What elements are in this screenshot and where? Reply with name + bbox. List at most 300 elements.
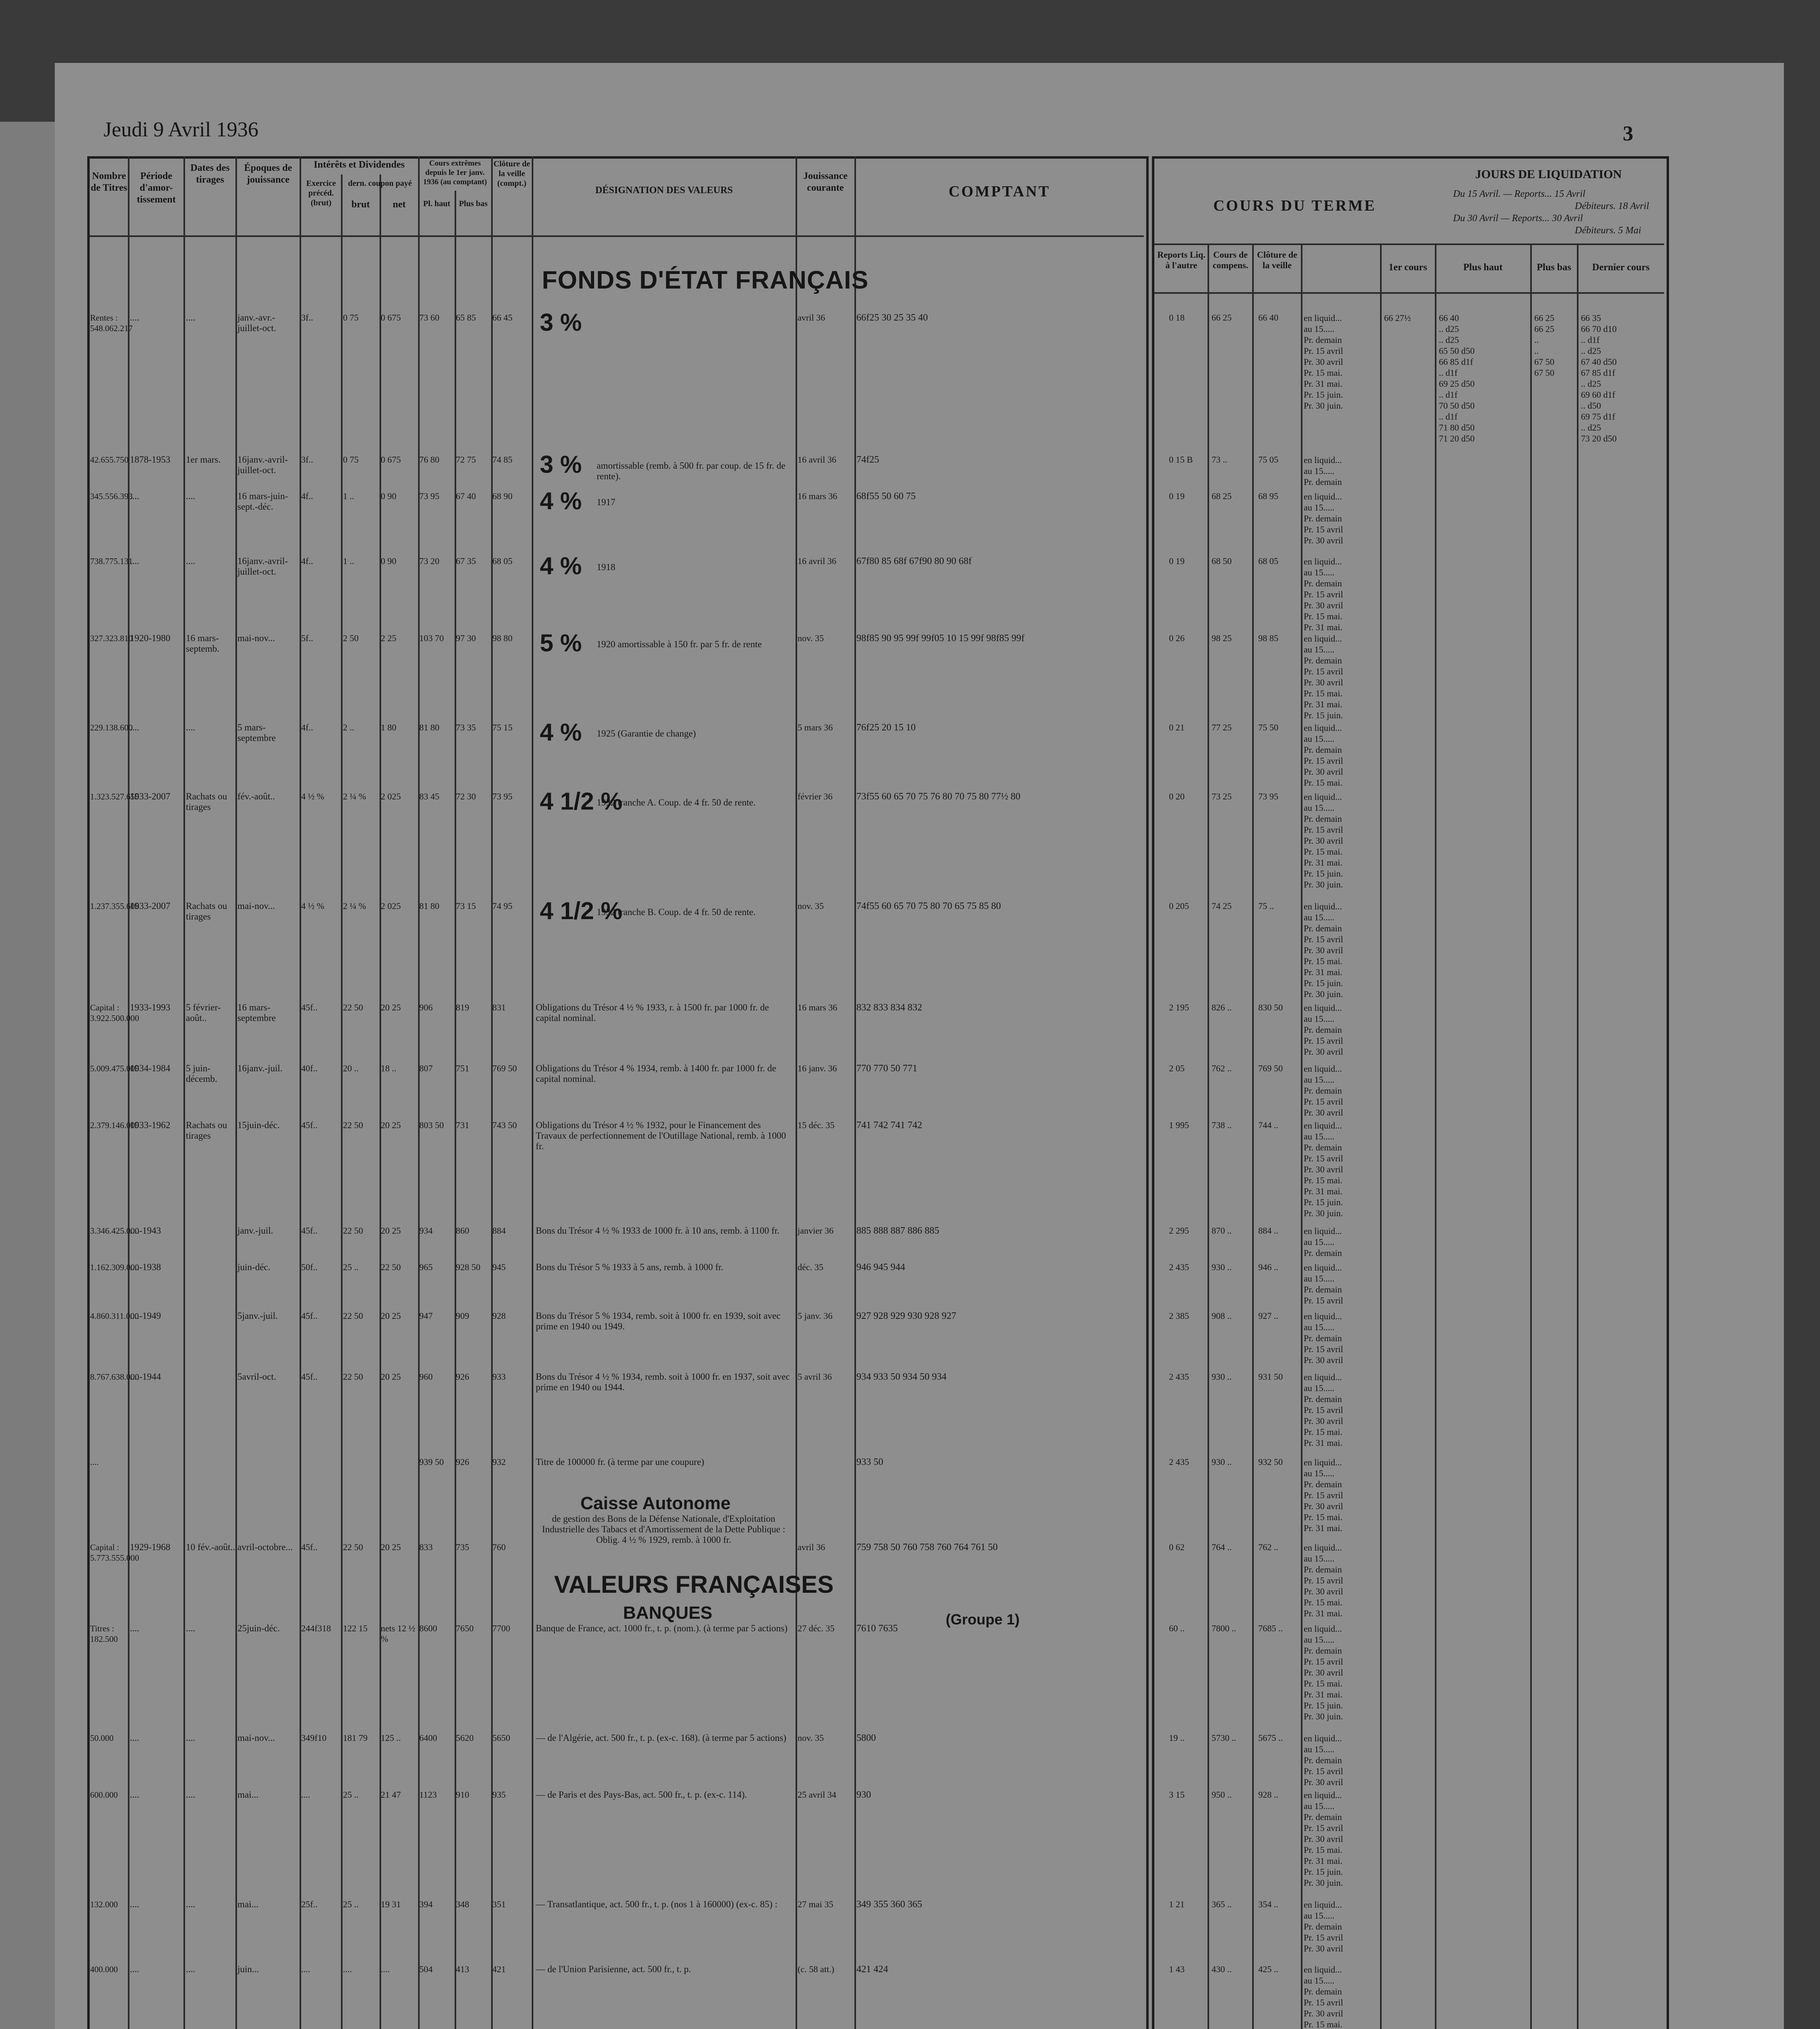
cell-tirages: Rachats ou tirages (186, 901, 227, 922)
cell-compens: 5730 .. (1212, 1733, 1236, 1743)
col-net: net (392, 199, 406, 210)
cell-periode: .... (130, 491, 139, 501)
liquidation-labels: en liquid... au 15..... Pr. demain Pr. 15 avril Pr. 30 avril Pr. 15 mai. Pr. 31 mai. Pr. 15 juin. (1304, 633, 1343, 720)
cell-compens: 365 .. (1212, 1899, 1232, 1909)
cell-epoque: janv.-juil. (237, 1226, 273, 1236)
col-nombre-titres: Nombre de Titres (91, 171, 127, 193)
cell-exercice: 4 ½ % (301, 901, 324, 911)
cell-cloture: 932 50 (1258, 1457, 1283, 1467)
cell-epoque: janv.-avr.-juillet-oct. (237, 312, 276, 333)
col-plus-haut: Plus haut (1463, 262, 1503, 273)
designation: Obligations du Trésor 4 ½ % 1933, r. à 1500 fr. par 1000 fr. de capital nominal. (536, 1002, 769, 1023)
cell-brut: 122 15 (343, 1623, 368, 1633)
cell-comptant: 76f25 20 15 10 (856, 722, 916, 733)
cell-bas: 926 (456, 1457, 469, 1467)
cell-titres: 8.767.638.000 (90, 1372, 139, 1382)
cell-comptant: 349 355 360 365 (856, 1899, 922, 1910)
rente-rate: 4 1/2 % (540, 897, 623, 924)
cell-bas: 73 15 (456, 901, 476, 911)
col-dates-tirages: Dates des tirages (190, 163, 230, 185)
cell-cloture: 946 .. (1258, 1262, 1279, 1272)
liquidation-labels: en liquid... au 15..... Pr. demain Pr. 15 avril Pr. 30 avril Pr. 15 mai. (1304, 723, 1343, 788)
cell-jouissance: avril 36 (798, 1542, 825, 1552)
cell-exercice: 45f.. (301, 1226, 318, 1236)
designation: Titre de 100000 fr. (à terme par une coupure) (536, 1457, 704, 1467)
cell-net: 1 80 (381, 722, 397, 732)
cell-bas: 751 (456, 1063, 469, 1073)
cell-veille: 66 45 (492, 312, 513, 323)
liquidation-labels: en liquid... au 15..... Pr. demain Pr. 15 avril Pr. 30 avril Pr. 15 mai. Pr. 31 mai. Pr. 15 juin. Pr. 30 juin. (1304, 1624, 1343, 1721)
cell-cloture: 931 50 (1258, 1372, 1283, 1382)
cell-reports: 1 21 (1169, 1899, 1185, 1909)
cell-jouissance: 15 déc. 35 (798, 1120, 835, 1130)
liquidation-labels: en liquid... au 15..... Pr. demain Pr. 15 avril Pr. 30 avril Pr. 15 mai. Pr. 31 mai. Pr. 15 juin. Pr. 30 juin. (1304, 313, 1343, 411)
cell-tirages: Rachats ou tirages (186, 1120, 227, 1141)
cell-tirages: .... (186, 1790, 195, 1800)
cell-veille: 73 95 (492, 791, 513, 801)
col-pl-haut: Pl. haut (423, 199, 451, 208)
cell-tirages: .... (186, 722, 195, 732)
cell-net: 22 50 (381, 1262, 401, 1272)
cell-epoque: mai-nov... (237, 1733, 275, 1743)
cell-compens: 73 25 (1212, 791, 1232, 801)
cell-compens: 826 .. (1212, 1002, 1232, 1012)
cell-bas: 73 35 (456, 722, 476, 732)
cell-haut: 81 80 (419, 722, 440, 732)
cell-brut: 0 75 (343, 454, 359, 465)
cell-exercice: 3f.. (301, 454, 313, 465)
designation: Banque de France, act. 1000 fr., t. p. (nom.). (à terme par 5 actions) (536, 1623, 788, 1633)
cell-comptant: 930 (856, 1790, 871, 1800)
cell-net: 20 25 (381, 1120, 401, 1130)
cell-tirages: .... (186, 1623, 195, 1633)
cell-tirages: 10 fév.-août.. (186, 1542, 235, 1552)
cell-bas: 926 (456, 1372, 469, 1382)
cell-titres: 2.379.146.000 (90, 1120, 139, 1130)
cell-comptant: 832 833 834 832 (856, 1002, 922, 1013)
cell-epoque: avril-octobre... (237, 1542, 293, 1552)
cell-cloture: 762 .. (1258, 1542, 1279, 1552)
cell-compens: 930 .. (1212, 1262, 1232, 1272)
cell-exercice: 244f318 (301, 1623, 331, 1633)
cell-titres: Capital : 5.773.555.000 (90, 1542, 139, 1563)
section-banques: BANQUES (623, 1603, 713, 1623)
cell-haut: 81 80 (419, 901, 440, 911)
liquidation-labels: en liquid... au 15..... Pr. demain Pr. 15 avril Pr. 30 avril Pr. 15 mai. Pr. 31 mai. Pr. 15 juin. Pr. 30 juin. (1304, 1790, 1343, 1888)
cell-reports: 0 20 (1169, 791, 1185, 801)
cell-bas: 5620 (456, 1733, 474, 1743)
col-plus-bas: Plus bas (459, 199, 488, 208)
cell-bas: 819 (456, 1002, 469, 1012)
cell-epoque: mai... (237, 1790, 259, 1800)
cell-brut: 2 .. (343, 722, 354, 732)
cell-jouissance: 16 janv. 36 (798, 1063, 837, 1073)
cell-reports: 0 19 (1169, 491, 1185, 501)
cell-haut: 803 50 (419, 1120, 444, 1130)
rente-rate: 4 1/2 % (540, 788, 623, 815)
designation: Obligations du Trésor 4 ½ % 1932, pour le Financement des Travaux de perfectionnement de l'Outillage National, remb. à 1000 fr. (536, 1120, 786, 1151)
col-comptant: COMPTANT (949, 183, 1050, 200)
cell-titres: 600.000 (90, 1790, 118, 1800)
cell-periode: .... (130, 1899, 139, 1909)
cell-periode: 1920-1980 (130, 633, 170, 643)
cell-haut: 807 (419, 1063, 433, 1073)
cell-reports: 3 15 (1169, 1790, 1185, 1800)
cell-reports: 0 15 B (1169, 454, 1193, 465)
cell-veille: 928 (492, 1311, 506, 1321)
liquidation-labels: en liquid... au 15..... Pr. demain Pr. 15 avril Pr. 30 avril (1304, 1733, 1343, 1787)
cell-titres: 400.000 (90, 1964, 118, 1974)
cell-compens: 950 .. (1212, 1790, 1232, 1800)
cell-titres: Capital : 3.922.500.000 (90, 1003, 139, 1023)
liquidation-labels: en liquid... au 15..... Pr. demain (1304, 1226, 1342, 1258)
cell-brut: 2 50 (343, 633, 359, 643)
designation: — Transatlantique, act. 500 fr., t. p. (nos 1 à 160000) (ex-c. 85) : (536, 1899, 778, 1909)
cell-jouissance: 5 avril 36 (798, 1372, 832, 1382)
cell-bas: 348 (456, 1899, 469, 1909)
cell-comptant: 946 945 944 (856, 1262, 905, 1273)
cell-comptant: 7610 7635 (856, 1623, 898, 1634)
liquidation-labels: en liquid... au 15..... Pr. demain Pr. 15 avril (1304, 1262, 1343, 1305)
cell-titres: 327.323.810 (90, 633, 133, 643)
cell-comptant: 68f55 50 60 75 (856, 491, 916, 502)
cell-jouissance: avril 36 (798, 312, 825, 323)
section-caisse-autonome: Caisse Autonome (580, 1493, 731, 1513)
cell-bas: 67 40 (456, 491, 476, 501)
cell-epoque: 5avril-oct. (237, 1372, 276, 1382)
cell-compens: 908 .. (1212, 1311, 1232, 1321)
cell-jouissance: 16 mars 36 (798, 1002, 837, 1012)
cell-reports: 2 435 (1169, 1372, 1189, 1382)
cell-haut: 73 95 (419, 491, 440, 501)
cell-comptant: 934 933 50 934 50 934 (856, 1372, 947, 1382)
designation: — de Paris et des Pays-Bas, act. 500 fr., t. p. (ex-c. 114). (536, 1790, 747, 1800)
cell-epoque: 16janv.-avril-juillet-oct. (237, 556, 288, 577)
cell-periode: 1933-1993 (130, 1002, 170, 1012)
designation: — de l'Algérie, act. 500 fr., t. p. (ex-c. 168). (à terme par 5 actions) (536, 1733, 787, 1743)
cell-titres: 3.346.425.000 (90, 1226, 139, 1236)
cell-exercice: 5f.. (301, 633, 313, 643)
cell-bas: 72 30 (456, 791, 476, 801)
cell-compens: 66 25 (1212, 312, 1232, 323)
cell-exercice: 4f.. (301, 491, 313, 501)
cell-periode: .... (130, 556, 139, 566)
designation: Bons du Trésor 4 ½ % 1933 de 1000 fr. à 10 ans, remb. à 1100 fr. (536, 1226, 780, 1236)
cell-comptant: 66f25 30 25 35 40 (856, 312, 928, 323)
cell-reports: 2 385 (1169, 1311, 1189, 1321)
col-jouissance: Jouissance courante (803, 171, 848, 193)
col-cloture-veille: Clôture de la veille (compt.) (493, 159, 530, 188)
cell-bas: 735 (456, 1542, 469, 1552)
terme-quotes-high: 66 40 .. d25 .. d25 65 50 d50 66 85 d1f .. d1f 69 25 d50 .. d1f 70 50 d50 .. d1f 71 80 d50 71 20 d50 (1439, 313, 1475, 444)
cell-brut: .... (343, 1964, 352, 1974)
cell-bas: 65 85 (456, 312, 476, 323)
col-dern-coupon: dern. coupon payé (348, 179, 412, 188)
liquidation-labels: en liquid... au 15..... Pr. demain Pr. 15 avril Pr. 30 avril (1304, 1064, 1343, 1118)
cell-veille: 351 (492, 1899, 506, 1909)
designation: — de l'Union Parisienne, act. 500 fr., t. p. (536, 1964, 691, 1974)
cell-exercice: .... (301, 1964, 310, 1974)
cell-net: .... (381, 1964, 390, 1974)
cell-compens: 77 25 (1212, 722, 1232, 732)
cell-comptant: 5800 (856, 1733, 876, 1743)
cell-exercice: 4f.. (301, 556, 313, 566)
cell-comptant: 770 770 50 771 (856, 1063, 917, 1074)
cell-compens: 762 .. (1212, 1063, 1232, 1073)
cell-comptant: 933 50 (856, 1457, 883, 1467)
cell-cloture: 884 .. (1258, 1226, 1279, 1236)
cell-periode: .... (130, 1623, 139, 1633)
cell-veille: 75 15 (492, 722, 513, 732)
cell-periode: .... (130, 1964, 139, 1974)
cell-jouissance: 16 mars 36 (798, 491, 837, 501)
cell-brut: 20 .. (343, 1063, 359, 1073)
col-exercice: Exercice précéd. (brut) (306, 179, 336, 207)
cell-haut: 947 (419, 1311, 433, 1321)
cell-bas: 731 (456, 1120, 469, 1130)
cell-net: 20 25 (381, 1226, 401, 1236)
cell-net: 18 .. (381, 1063, 397, 1073)
groupe-label: (Groupe 1) (946, 1611, 1020, 1628)
cell-epoque: juin... (237, 1964, 259, 1974)
cell-brut: 22 50 (343, 1226, 363, 1236)
cell-compens: 930 .. (1212, 1457, 1232, 1467)
cell-periode: 1929-1968 (130, 1542, 170, 1552)
cell-brut: 1 .. (343, 491, 354, 501)
cell-cloture: 75 50 (1258, 722, 1279, 732)
cell-veille: 945 (492, 1262, 506, 1272)
cell-cloture: 66 40 (1258, 312, 1279, 323)
cell-haut: 8600 (419, 1623, 437, 1633)
cell-cloture: 75 05 (1258, 454, 1279, 465)
cell-haut: 76 80 (419, 454, 440, 465)
cell-veille: 421 (492, 1964, 506, 1974)
cell-cloture: 68 05 (1258, 556, 1279, 566)
cell-titres: 132.000 (90, 1900, 118, 1909)
cell-tirages: 1er mars. (186, 454, 221, 465)
cell-net: 20 25 (381, 1311, 401, 1321)
cell-brut: 22 50 (343, 1311, 363, 1321)
cell-haut: 906 (419, 1002, 433, 1012)
cell-comptant: 885 888 887 886 885 (856, 1226, 939, 1236)
cell-bas: 909 (456, 1311, 469, 1321)
cell-veille: 74 95 (492, 901, 513, 911)
cell-cloture: 98 85 (1258, 633, 1279, 643)
cell-compens: 930 .. (1212, 1372, 1232, 1382)
col-periode: Période d'amor-tissement (137, 171, 176, 205)
cell-titres: 738.775.131 (90, 556, 133, 566)
cell-net: nets 12 ½ % (381, 1623, 415, 1644)
cell-veille: 884 (492, 1226, 506, 1236)
cell-tirages: .... (186, 1964, 195, 1974)
cell-veille: 68 90 (492, 491, 513, 501)
cell-comptant: 759 758 50 760 758 760 764 761 50 (856, 1542, 998, 1553)
cell-veille: 68 05 (492, 556, 513, 566)
col-designation: DÉSIGNATION DES VALEURS (595, 185, 733, 196)
cell-brut: 22 50 (343, 1542, 363, 1552)
cell-haut: 504 (419, 1964, 433, 1974)
cell-titres: 4.860.311.000 (90, 1311, 139, 1321)
cell-epoque: 16 mars-septembre (237, 1002, 276, 1023)
cell-exercice: 45f.. (301, 1002, 318, 1012)
cell-periode: .... (130, 722, 139, 732)
jours-line-1: Du 15 Avril. — Reports... 15 Avril (1453, 189, 1585, 199)
cell-exercice: 45f.. (301, 1372, 318, 1382)
cell-reports: 0 62 (1169, 1542, 1185, 1552)
cell-cloture: 830 50 (1258, 1002, 1283, 1012)
rente-rate: 4 % (540, 719, 582, 746)
cell-bas: 910 (456, 1790, 469, 1800)
cell-brut: 22 50 (343, 1002, 363, 1012)
cell-periode: 1933-2007 (130, 901, 170, 911)
cell-net: 2 25 (381, 633, 397, 643)
cell-brut: 181 79 (343, 1733, 368, 1743)
cell-reports: 2 435 (1169, 1262, 1189, 1272)
cell-compens: 738 .. (1212, 1120, 1232, 1130)
page-date: Jeudi 9 Avril 1936 (104, 118, 259, 141)
col-dernier-cours: Dernier cours (1592, 262, 1650, 273)
jours-liquidation-title: JOURS DE LIQUIDATION (1475, 168, 1622, 181)
designation: amortissable (remb. à 500 fr. par coup. de 15 fr. de rente). (597, 461, 785, 481)
cell-reports: 2 05 (1169, 1063, 1185, 1073)
cell-net: 0 90 (381, 491, 397, 501)
cell-periode: ....-1938 (130, 1262, 161, 1272)
cell-comptant: 927 928 929 930 928 927 (856, 1311, 956, 1321)
cell-veille: 932 (492, 1457, 506, 1467)
cell-haut: 73 20 (419, 556, 440, 566)
cell-exercice: 3f.. (301, 312, 313, 323)
cell-bas: 67 35 (456, 556, 476, 566)
cell-comptant: 74f55 60 65 70 75 80 70 65 75 85 80 (856, 901, 1001, 911)
terme-quotes-top: 66 27½ (1384, 313, 1411, 323)
cell-epoque: 16janv.-avril-juillet-oct. (237, 454, 288, 475)
designation: Bons du Trésor 5 % 1934, remb. soit à 1000 fr. en 1939, soit avec prime en 1940 ou 1949. (536, 1311, 781, 1331)
cell-exercice: 349f10 (301, 1733, 327, 1743)
cell-titres: 1.323.527.650 (90, 792, 139, 801)
cell-bas: 928 50 (456, 1262, 481, 1272)
cell-cloture: 927 .. (1258, 1311, 1279, 1321)
adjacent-page-strip (0, 122, 55, 2029)
cell-comptant: 74f25 (856, 454, 879, 465)
cell-brut: 1 .. (343, 556, 354, 566)
cell-tirages: 16 mars-septemb. (186, 633, 220, 654)
cell-tirages: .... (186, 312, 195, 323)
cell-titres: 229.138.600 (90, 723, 133, 732)
cell-titres: 1.162.309.000 (90, 1262, 139, 1272)
cell-veille: 7700 (492, 1623, 510, 1633)
cell-periode: 1878-1953 (130, 454, 170, 465)
liquidation-labels: en liquid... au 15..... Pr. demain Pr. 15 avril Pr. 30 avril Pr. 15 mai. Pr. 31 mai. (1304, 1542, 1343, 1618)
cell-periode: .... (130, 1733, 139, 1743)
cell-jouissance: nov. 35 (798, 633, 824, 643)
cell-net: 0 90 (381, 556, 397, 566)
designation: 1920 amortissable à 150 fr. par 5 fr. de rente (597, 639, 762, 649)
rente-rate: 4 % (540, 552, 582, 579)
cell-reports: 0 19 (1169, 556, 1185, 566)
cell-haut: 934 (419, 1226, 433, 1236)
cell-reports: 2 435 (1169, 1457, 1189, 1467)
liquidation-labels: en liquid... au 15..... Pr. demain Pr. 15 avril Pr. 30 avril (1304, 1311, 1343, 1365)
cell-exercice: .... (301, 1790, 310, 1800)
liquidation-labels: en liquid... au 15..... Pr. demain Pr. 15 avril Pr. 30 avril Pr. 15 mai. Pr. 31 mai. Pr. 15 juin. Pr. 30 juin. (1304, 901, 1343, 999)
liquidation-labels: en liquid... au 15..... Pr. demain Pr. 15 avril Pr. 30 avril Pr. 15 mai. Pr. 31 mai. (1304, 1457, 1343, 1533)
cell-haut: 83 45 (419, 791, 440, 801)
cell-exercice: 45f.. (301, 1120, 318, 1130)
cell-jouissance: nov. 35 (798, 901, 824, 911)
cell-haut: 833 (419, 1542, 433, 1552)
designation: Obligations du Trésor 4 % 1934, remb. à 1400 fr. par 1000 fr. de capital nominal. (536, 1063, 776, 1084)
cell-net: 19 31 (381, 1899, 401, 1909)
cell-jouissance: 16 avril 36 (798, 454, 837, 465)
cell-veille: 769 50 (492, 1063, 517, 1073)
cell-compens: 98 25 (1212, 633, 1232, 643)
cell-compens: 74 25 (1212, 901, 1232, 911)
liquidation-labels: en liquid... au 15..... Pr. demain Pr. 15 avril Pr. 30 avril (1304, 491, 1343, 545)
cell-haut: 965 (419, 1262, 433, 1272)
cell-brut: 2 ¼ % (343, 901, 366, 911)
cell-jouissance: 16 avril 36 (798, 556, 837, 566)
comptant-table-frame (87, 156, 1149, 2029)
cell-bas: 860 (456, 1226, 469, 1236)
cell-tirages: .... (186, 491, 195, 501)
cell-cloture: 744 .. (1258, 1120, 1279, 1130)
cell-net: 21 47 (381, 1790, 401, 1800)
cell-tirages: Rachats ou tirages (186, 791, 227, 812)
cell-compens: 764 .. (1212, 1542, 1232, 1552)
cell-titres: 5.009.475.000 (90, 1064, 139, 1073)
cell-haut: 73 60 (419, 312, 440, 323)
cell-haut: 939 50 (419, 1457, 444, 1467)
cell-compens: 870 .. (1212, 1226, 1232, 1236)
cell-jouissance: février 36 (798, 791, 833, 801)
designation: 1925 (Garantie de change) (597, 728, 696, 739)
cell-haut: 6400 (419, 1733, 437, 1743)
cell-jouissance: nov. 35 (798, 1733, 824, 1743)
cell-jouissance: janvier 36 (798, 1226, 834, 1236)
section-valeurs-francaises: VALEURS FRANÇAISES (554, 1571, 834, 1598)
cell-jouissance: déc. 35 (798, 1262, 824, 1272)
jours-line-3: Du 30 Avril — Reports... 30 Avril (1453, 213, 1583, 224)
cell-cloture: 73 95 (1258, 791, 1279, 801)
cell-jouissance: 27 mai 35 (798, 1899, 833, 1909)
cell-brut: 2 ¼ % (343, 791, 366, 801)
jours-line-2: Débiteurs. 18 Avril (1575, 201, 1649, 211)
jours-line-4: Débiteurs. 5 Mai (1575, 225, 1641, 236)
liquidation-labels: en liquid... au 15..... Pr. demain Pr. 15 avril Pr. 30 avril (1304, 1900, 1343, 1954)
cell-veille: 743 50 (492, 1120, 517, 1130)
cell-haut: 394 (419, 1899, 433, 1909)
cell-cloture: 7685 .. (1258, 1623, 1283, 1633)
cell-comptant: 421 424 (856, 1964, 888, 1975)
cell-exercice: 4f.. (301, 722, 313, 732)
cell-exercice: 25f.. (301, 1899, 318, 1909)
cell-titres: 42.655.750 (90, 455, 129, 465)
cell-epoque: 25juin-déc. (237, 1623, 280, 1633)
liquidation-labels: en liquid... au 15..... Pr. demain Pr. 15 avril Pr. 30 avril (1304, 1003, 1343, 1057)
cell-cloture: 75 .. (1258, 901, 1274, 911)
cell-epoque: mai-nov... (237, 633, 275, 643)
cell-brut: 22 50 (343, 1372, 363, 1382)
rente-rate: 3 % (540, 451, 582, 478)
cell-reports: 1 995 (1169, 1120, 1189, 1130)
cell-tirages: .... (186, 1733, 195, 1743)
liquidation-labels: en liquid... au 15..... Pr. demain Pr. 15 avril Pr. 30 avril Pr. 15 mai. Pr. 31 mai. (1304, 1372, 1343, 1448)
cell-veille: 5650 (492, 1733, 510, 1743)
cell-exercice: 50f.. (301, 1262, 318, 1272)
cell-epoque: 5 mars-septembre (237, 722, 276, 743)
col-cours-du-terme: COURS DU TERME (1213, 197, 1376, 214)
liquidation-labels: en liquid... au 15..... Pr. demain Pr. 15 avril Pr. 30 avril Pr. 15 mai. (1304, 1964, 1343, 2029)
